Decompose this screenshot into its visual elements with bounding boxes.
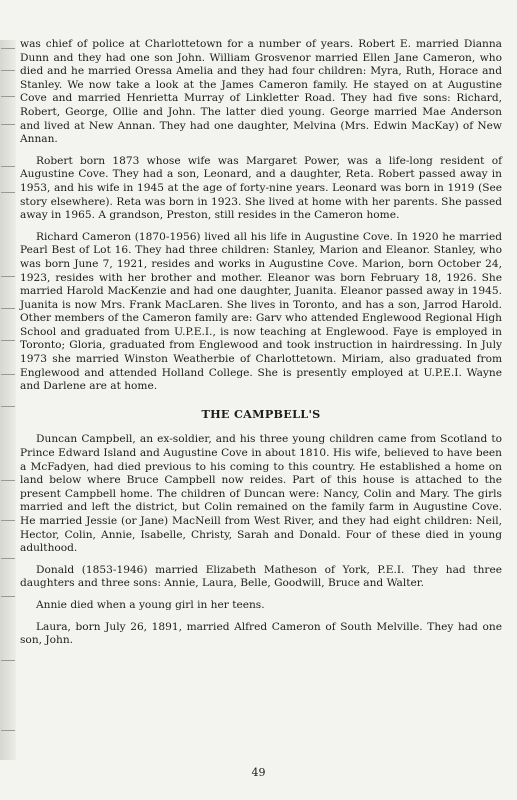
facing-page-edge <box>0 40 16 760</box>
bleed-mark <box>1 558 15 559</box>
bleed-mark <box>1 660 15 661</box>
bleed-mark <box>1 406 15 407</box>
bleed-mark <box>1 70 15 71</box>
bleed-mark <box>1 124 15 125</box>
bleed-mark <box>1 48 15 49</box>
paragraph: Annie died when a young girl in her teens. <box>36 598 265 611</box>
bleed-mark <box>1 192 15 193</box>
bleed-mark <box>1 276 15 277</box>
section-heading: THE CAMPBELL'S <box>201 406 321 421</box>
paragraph: Richard Cameron (1870-1956) lived all his life in Augustine Cove. In 1920 he married Pearl Best of Lot 16. They had three children: Stanley, Marion and Eleanor. Stanley, who was born June 7, 1921, resides and works in Augustine Cove. Marion, born October 24, 1923, resides with her brother and mother. Eleanor was born February 18, 1926. She married Harold MacKenzie and had one daughter, Juanita. Eleanor passed away in 1945. Juanita is now Mrs. Frank MacLaren. She lives in Toronto, and has a son, Jarrod Harold. Other members of the Cameron family are: Garv who attended Englewood Regional High School and graduated from U.P.E.I., is now teaching at Englewood. Faye is employed in Toronto; Gloria, graduated from Englewood and took instruction in hairdressing. In July 1973 she married Winston Weatherbie of Charlottetown. Miriam, also graduated from Englewood and attended Holland College. She is presently employed at U.P.E.I. Wayne and Darlene are at home. <box>20 230 502 393</box>
bleed-mark <box>1 374 15 375</box>
paragraph: Robert born 1873 whose wife was Margaret Power, was a life-long resident of Augustine Cove. They had a son, Leonard, and a daughter, Reta. Robert passed away in 1953, and his wife in 1945 at the age of forty-nine years. Leonard was born in 1919 (See story elsewhere). Reta was born in 1923. She lived at home with her parents. She passed away in 1965. A grandson, Preston, still resides in the Cameron home. <box>20 154 502 222</box>
paragraph: Laura, born July 26, 1891, married Alfred Cameron of South Melville. They had one son, John. <box>20 620 502 647</box>
bleed-mark <box>1 730 15 731</box>
paragraph: Donald (1853-1946) married Elizabeth Matheson of York, P.E.I. They had three daughters and three sons: Annie, Laura, Belle, Goodwill, Bruce and Walter. <box>20 563 502 590</box>
bleed-mark <box>1 96 15 97</box>
bleed-mark <box>1 308 15 309</box>
page-number: 49 <box>251 766 266 779</box>
bleed-mark <box>1 480 15 481</box>
paragraph: Duncan Campbell, an ex-soldier, and his three young children came from Scotland to Prince Edward Island and Augustine Cove in about 1810. His wife, believed to have been a McFadyen, had died previous to his coming to this country. He established a home on land below where Bruce Campbell now reides. Part of this house is attached to the present Campbell home. The children of Duncan were: Nancy, Colin and Mary. The girls married and left the district, but Colin remained on the family farm in Augustine Cove. He married Jessie (or Jane) MacNeill from West River, and they had eight children: Neil, Hector, Colin, Annie, Isabelle, Christy, Sarah and Donald. Four of these died in young adulthood. <box>20 433 502 555</box>
bleed-mark <box>1 596 15 597</box>
bleed-mark <box>1 520 15 521</box>
page-body <box>20 38 502 656</box>
bleed-mark <box>1 340 15 341</box>
bleed-mark <box>1 166 15 167</box>
paragraph: was chief of police at Charlottetown for a number of years. Robert E. married Dianna Dunn and they had one son John. William Grosvenor married Ellen Jane Cameron, who died and he married Oressa Amelia and they had four children: Myra, Ruth, Horace and Stanley. We now take a look at the James Cameron family. He stayed on at Augustine Cove and married Henrietta Murray of Linkletter Road. They had five sons: Richard, Robert, George, Ollie and John. The latter died young. George married Mae Anderson and lived at New Annan. They had one daughter, Melvina (Mrs. Edwin MacKay) of New Annan. <box>20 38 502 146</box>
